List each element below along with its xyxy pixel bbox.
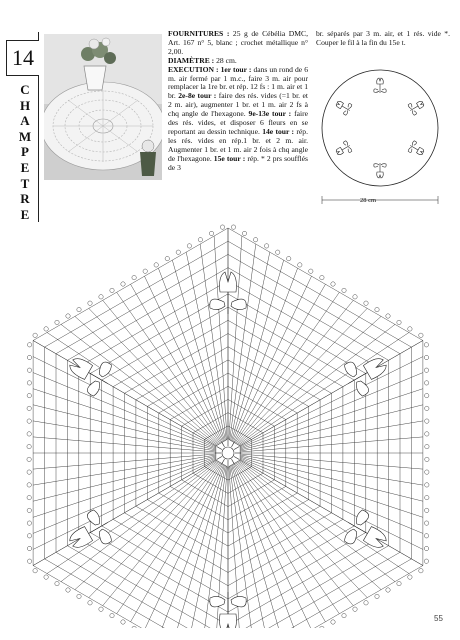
col2-text: br. séparés par 3 m. air, et 1 rés. vide *. Couper le fil à la fin du 15e t. bbox=[316, 29, 450, 47]
chart-flower bbox=[62, 347, 117, 400]
layout-schematic bbox=[310, 60, 456, 210]
edge-puff bbox=[425, 432, 429, 436]
edge-puff bbox=[242, 231, 246, 235]
edge-puff bbox=[88, 601, 92, 605]
centre-stitch bbox=[232, 459, 235, 464]
edge-puff bbox=[331, 282, 335, 286]
doily-photo-illustration bbox=[44, 34, 162, 180]
edge-puff bbox=[276, 250, 280, 254]
edge-puff bbox=[66, 588, 70, 592]
edge-puff bbox=[425, 419, 429, 423]
title-letter: A bbox=[20, 113, 30, 129]
edge-puff bbox=[397, 581, 401, 585]
tour9-label: 9e-13e tour : bbox=[248, 109, 292, 119]
edge-puff bbox=[27, 432, 31, 436]
edge-puff bbox=[424, 521, 428, 525]
edge-puff bbox=[424, 534, 428, 538]
tour9-text: faire des rés. vides, et disposer 6 fleurs en se reportant au dessin technique. bbox=[168, 109, 309, 136]
schematic-flower bbox=[374, 163, 386, 178]
edge-puff bbox=[187, 244, 191, 248]
edge-puff bbox=[27, 355, 31, 359]
tour15-text: rép. * 2 prs soufflés de 3 bbox=[168, 153, 308, 172]
edge-puff bbox=[424, 546, 428, 550]
edge-puff bbox=[424, 381, 428, 385]
doily-photo bbox=[44, 34, 162, 180]
tour1-label: 1er tour : bbox=[220, 64, 252, 74]
centre-stitch bbox=[217, 447, 222, 450]
edge-puff bbox=[27, 483, 31, 487]
edge-puff bbox=[88, 301, 92, 305]
title-letter: M bbox=[18, 128, 32, 144]
tour15-label: 15e tour : bbox=[213, 153, 246, 163]
mesh-spoke bbox=[238, 324, 395, 445]
edge-puff bbox=[27, 393, 31, 397]
edge-puff bbox=[287, 256, 291, 260]
mesh-spoke bbox=[230, 244, 256, 440]
centre-stitch bbox=[234, 457, 239, 460]
edge-puff bbox=[143, 269, 147, 273]
edge-puff bbox=[110, 613, 114, 617]
centre-stitch bbox=[222, 459, 225, 464]
edge-puff bbox=[209, 231, 213, 235]
pattern-title-vertical bbox=[16, 82, 34, 222]
chart-flower bbox=[62, 507, 117, 560]
edge-puff bbox=[253, 238, 257, 242]
centre-stitch bbox=[232, 442, 235, 447]
edge-puff bbox=[77, 594, 81, 598]
centre-stitch bbox=[217, 457, 222, 460]
edge-puff bbox=[27, 457, 31, 461]
edge-puff bbox=[425, 495, 429, 499]
edge-puff bbox=[298, 263, 302, 267]
edge-puff bbox=[331, 620, 335, 624]
edge-puff bbox=[27, 508, 31, 512]
mesh-spoke bbox=[61, 461, 218, 582]
edge-puff bbox=[27, 381, 31, 385]
fournitures-label: FOURNITURES : bbox=[168, 29, 230, 38]
mesh-spoke bbox=[214, 236, 227, 440]
schematic-flower bbox=[407, 140, 426, 158]
edge-puff bbox=[353, 295, 357, 299]
edge-puff bbox=[27, 546, 31, 550]
schematic-flower bbox=[334, 98, 353, 116]
title-letter: E bbox=[20, 206, 30, 222]
edge-puff bbox=[386, 314, 390, 318]
edge-puff bbox=[425, 444, 429, 448]
schematic-flower bbox=[407, 98, 426, 116]
edge-puff bbox=[425, 406, 429, 410]
page-number: 55 bbox=[434, 614, 443, 623]
edge-puff bbox=[353, 607, 357, 611]
title-letter: P bbox=[21, 144, 29, 160]
mesh-spoke bbox=[200, 244, 226, 440]
edge-puff bbox=[425, 393, 429, 397]
edge-puff bbox=[375, 594, 379, 598]
chart-flower bbox=[339, 347, 394, 400]
edge-puff bbox=[33, 333, 37, 337]
edge-puff bbox=[425, 470, 429, 474]
title-letter: E bbox=[20, 159, 30, 175]
edge-puff bbox=[99, 295, 103, 299]
tour14-label: 14e tour : bbox=[262, 126, 295, 136]
edge-puff bbox=[44, 575, 48, 579]
title-letter: R bbox=[20, 191, 30, 207]
mesh-spoke bbox=[238, 461, 395, 582]
dimension-label: 28 cm bbox=[360, 197, 377, 204]
pattern-number: 14 bbox=[6, 40, 39, 76]
tour2-label: 2e-8e tour : bbox=[178, 91, 217, 101]
edge-puff bbox=[424, 355, 428, 359]
edge-puff bbox=[397, 320, 401, 324]
edge-puff bbox=[408, 327, 412, 331]
edge-puff bbox=[27, 444, 31, 448]
edge-puff bbox=[132, 275, 136, 279]
edge-puff bbox=[165, 256, 169, 260]
fournitures-text: 25 g de Cébélia DMC, Art. 167 n° 5, blanc ; crochet métallique n° 2,00. bbox=[168, 29, 308, 56]
crochet-chart bbox=[0, 208, 460, 628]
tour2-text: faire des rés. vides (=1 br. et 2 m. air), augmenter 1 br. et 1 m. air 2 fs à chq angle de l'hexagone. bbox=[168, 91, 308, 119]
edge-puff bbox=[176, 250, 180, 254]
edge-puff bbox=[27, 368, 31, 372]
mesh-spoke bbox=[61, 324, 218, 445]
edge-puff bbox=[132, 626, 136, 628]
edge-puff bbox=[66, 314, 70, 318]
title-letter: C bbox=[20, 82, 30, 97]
edge-puff bbox=[27, 534, 31, 538]
edge-puff bbox=[424, 368, 428, 372]
edge-puff bbox=[27, 559, 31, 563]
edge-puff bbox=[364, 301, 368, 305]
edge-puff bbox=[121, 282, 125, 286]
edge-puff bbox=[424, 343, 428, 347]
edge-puff bbox=[110, 288, 114, 292]
edge-puff bbox=[320, 275, 324, 279]
edge-puff bbox=[154, 263, 158, 267]
title-letter: H bbox=[19, 97, 31, 113]
edge-puff bbox=[27, 521, 31, 525]
edge-puff bbox=[425, 483, 429, 487]
edge-puff bbox=[55, 581, 59, 585]
chart-flower bbox=[339, 507, 394, 560]
chart-flower bbox=[210, 592, 246, 628]
edge-puff bbox=[99, 607, 103, 611]
edge-puff bbox=[419, 569, 423, 573]
edge-puff bbox=[309, 269, 313, 273]
execution-label: EXECUTION : bbox=[168, 64, 219, 74]
edge-puff bbox=[408, 575, 412, 579]
edge-puff bbox=[264, 244, 268, 248]
schematic-flowers bbox=[334, 78, 427, 178]
schematic-flower bbox=[374, 78, 386, 93]
edge-puff bbox=[424, 559, 428, 563]
edge-puff bbox=[33, 569, 37, 573]
edge-puff bbox=[55, 320, 59, 324]
edge-puff bbox=[342, 613, 346, 617]
edge-puff bbox=[320, 626, 324, 628]
edge-puff bbox=[425, 457, 429, 461]
diametre-label: DIAMÈTRE : bbox=[168, 55, 215, 65]
edge-puff bbox=[364, 601, 368, 605]
centre-stitch bbox=[222, 442, 225, 447]
edge-puff bbox=[419, 333, 423, 337]
schematic-flower bbox=[334, 140, 353, 158]
edge-puff bbox=[342, 288, 346, 292]
edge-puff bbox=[425, 508, 429, 512]
centre-stitch bbox=[234, 447, 239, 450]
edge-puff bbox=[27, 419, 31, 423]
edge-puff bbox=[27, 495, 31, 499]
edge-puff bbox=[44, 327, 48, 331]
edge-puff bbox=[121, 620, 125, 624]
edge-puff bbox=[77, 307, 81, 311]
tour1-text: dans un rond de 6 m. air fermé par 1 m.c., faire 3 m. air pour remplacer la 1re br. et rép. 12 fs : 1 m. air et 1 br. bbox=[168, 64, 308, 101]
edge-puff bbox=[27, 470, 31, 474]
edge-puff bbox=[198, 238, 202, 242]
edge-puff bbox=[27, 343, 31, 347]
edge-puff bbox=[27, 406, 31, 410]
edge-puff bbox=[231, 225, 235, 229]
diametre-text: 28 cm. bbox=[216, 55, 237, 65]
tour14-text: rép. les rés. vides en rép.1 br. et 2 m. air. Augmenter 1 br. et 1 m. air 2 fois à chq angle de l'hexagone. bbox=[168, 126, 309, 163]
edge-puff bbox=[375, 307, 379, 311]
instructions-column-1 bbox=[168, 30, 308, 173]
title-letter: T bbox=[20, 175, 30, 191]
instructions-column-2 bbox=[316, 30, 450, 48]
edge-puff bbox=[220, 225, 224, 229]
mesh-spoke bbox=[229, 236, 242, 440]
edge-puff bbox=[386, 588, 390, 592]
